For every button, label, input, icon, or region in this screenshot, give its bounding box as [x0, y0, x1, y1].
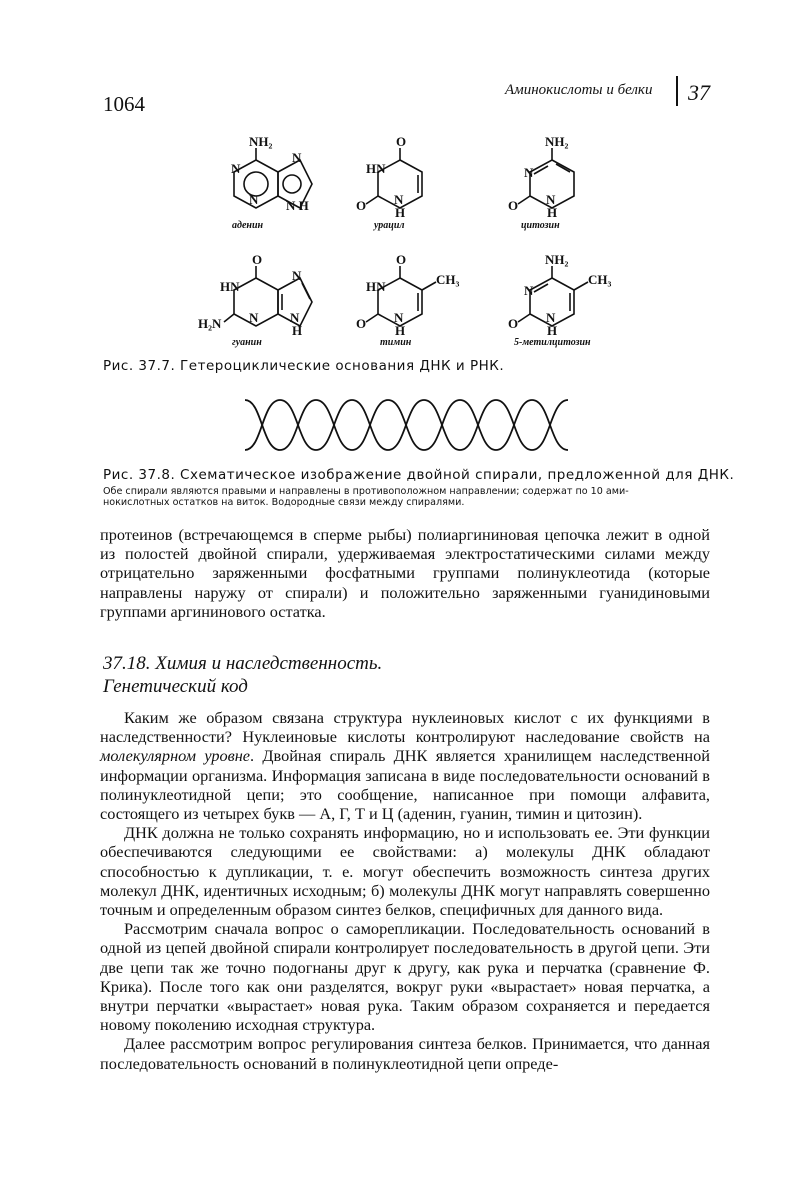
- methylcytosine-ch3: CH₃: [588, 272, 612, 287]
- figure-37-8-note-line-2: нокислотных остатков на виток. Водородные связи между спиралями.: [103, 497, 465, 508]
- cytosine-h: H: [547, 205, 558, 220]
- guanine-n9: N: [290, 310, 300, 325]
- guanine-n7: N: [292, 268, 302, 283]
- methylcytosine-n3: N: [524, 283, 534, 298]
- guanine-n3: N: [249, 310, 259, 325]
- running-title: Аминокислоты и белки: [505, 82, 653, 98]
- guanine-label: гуанин: [232, 337, 262, 348]
- section-heading-line-1: 37.18. Химия и наследственность.: [103, 653, 383, 674]
- thymine-h: H: [395, 323, 406, 338]
- methylcytosine-h: H: [547, 323, 558, 338]
- methylcytosine-o2: O: [508, 316, 519, 331]
- helix-strand-2: [245, 400, 568, 450]
- adenine-nh: N H: [286, 198, 309, 213]
- guanine-o6: O: [252, 252, 263, 267]
- figure-37-8: [0, 380, 795, 470]
- guanine-hn: HN: [220, 279, 240, 294]
- uracil-label: урацил: [374, 220, 405, 231]
- section-body: [100, 708, 710, 1073]
- cytosine-o2: O: [508, 198, 519, 213]
- methylcytosine-n1: N: [546, 310, 556, 325]
- thymine-o2: O: [356, 316, 367, 331]
- cytosine-label: цитозин: [521, 220, 560, 231]
- guanine-h2n: H₂N: [198, 316, 222, 331]
- uracil-o2: O: [356, 198, 367, 213]
- paragraph-continued: протеинов (встречающемся в сперме рыбы) полиаргининовая цепочка лежит в одной из полостей двойной спирали, удерживаемая электростатическими силами между отрицательно заряженными фосфатными группами полинуклеотида (которые направлены наружу от спирали) и положительно заряженными гуанидиновыми группами аргининового остатка.: [100, 525, 710, 621]
- methylcytosine-label: 5-метилцитозин: [514, 337, 591, 348]
- adenine-n7: N: [292, 150, 302, 165]
- figure-37-7-caption: Рис. 37.7. Гетероциклические основания ДНК и РНК.: [103, 358, 505, 374]
- adenine-n3: N: [249, 192, 259, 207]
- paragraph-4: Далее рассмотрим вопрос регулирования синтеза белков. Принимается, что данная последовательность оснований в полинуклеотидной цепи опреде-: [100, 1034, 710, 1073]
- paragraph-2: ДНК должна не только сохранять информацию, но и использовать ее. Эти функции обеспечиваются следующими ее свойствами: а) молекулы ДНК обладают способностью к дупликации, т. е. могут обеспечить возможность синтеза других молекул ДНК, идентичных исходным; б) молекулы ДНК могут направлять совершенно точным и определенным образом синтез белков, специфичных для данного вида.: [100, 823, 710, 920]
- thymine-n1: N: [394, 310, 404, 325]
- section-heading-line-2: Генетический код: [103, 676, 248, 697]
- cytosine-nh2: NH₂: [545, 134, 569, 149]
- thymine-o4: O: [396, 252, 407, 267]
- thymine-hn: HN: [366, 279, 386, 294]
- figure-37-8-caption: Рис. 37.8. Схематическое изображение двойной спирали, предложенной для ДНК.: [103, 467, 735, 483]
- adenine-label: аденин: [232, 220, 264, 231]
- uracil-h: H: [395, 205, 406, 220]
- continuation-paragraph: [100, 525, 710, 621]
- section-heading: [103, 652, 382, 698]
- thymine-ch3: CH₃: [436, 272, 460, 287]
- guanine-h: H: [292, 323, 303, 338]
- methylcytosine-nh2: NH₂: [545, 252, 569, 267]
- emphasis-molecular-level: молекулярном уровне: [100, 746, 251, 766]
- paragraph-1: [100, 708, 710, 823]
- adenine-n1: N: [231, 161, 241, 176]
- cytosine-n1: N: [546, 192, 556, 207]
- uracil-n1: N: [394, 192, 404, 207]
- chapter-number: 37: [688, 80, 710, 105]
- paragraph-3: Рассмотрим сначала вопрос о саморепликации. Последовательность оснований в одной из цепей двойной спирали контролирует последовательность в другой цепи. Эти две цепи так же точно подогнаны друг к другу, как рука и перчатка (сравнение Ф. Крика). После того как они разделятся, вокруг руки «вырастает» новая перчатка, а внутри перчатки «вырастает» новая рука. Таким образом сохраняется и передается новому поколению исходная структура.: [100, 919, 710, 1035]
- cytosine-n3: N: [524, 165, 534, 180]
- figure-37-8-note: [103, 486, 703, 508]
- uracil-hn: HN: [366, 161, 386, 176]
- figure-37-7: [0, 0, 795, 360]
- page-number: 1064: [103, 92, 145, 116]
- adenine-nh2: NH₂: [249, 134, 273, 149]
- uracil-o4: O: [396, 134, 407, 149]
- paragraph-1-part-a: Каким же образом связана структура нуклеиновых кислот с их функциями в наследственности? Нуклеиновые кислоты контролируют наследование свойств на: [100, 708, 710, 747]
- figure-37-8-note-line-1: Обе спирали являются правыми и направлены в противоположном направлении; содержат по 10 ами-: [103, 486, 629, 497]
- thymine-label: тимин: [380, 337, 412, 348]
- paragraph-1-part-b: . Двойная спираль ДНК является хранилищем наследственной информации организма. Информация записана в виде последовательности оснований в полинуклеотидной цепи; это сообщение, написанное при помощи алфавита, состоящего из четырех букв — А, Г, Т и Ц (аденин, гуанин, тимин и цитозин).: [100, 746, 710, 824]
